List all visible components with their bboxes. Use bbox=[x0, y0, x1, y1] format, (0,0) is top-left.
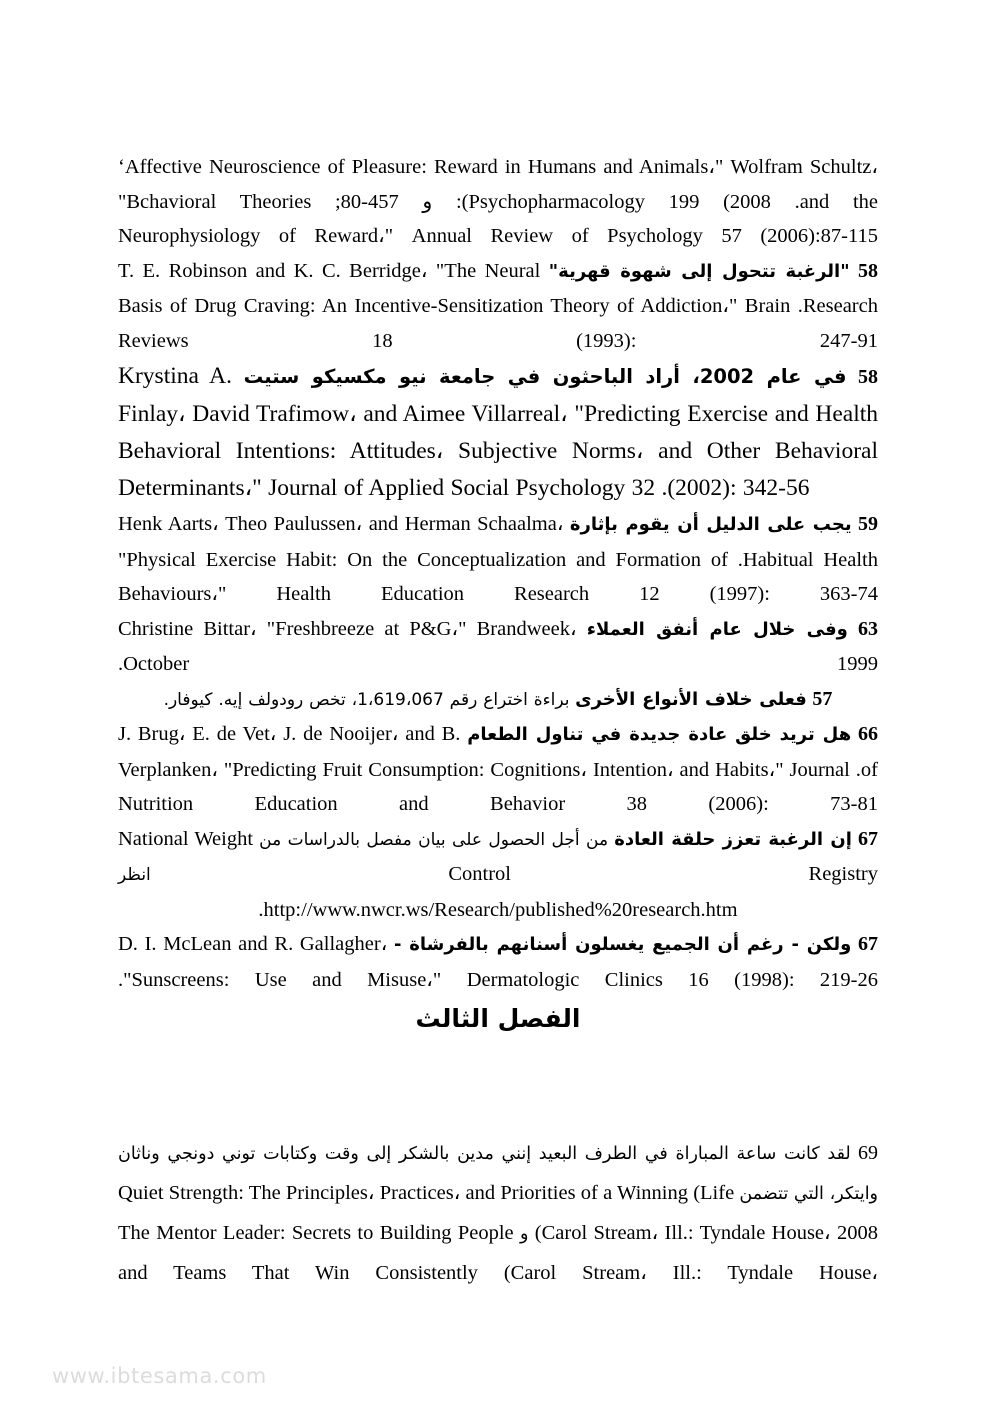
endnote-nwcr-url-line bbox=[118, 893, 878, 928]
endnote-robinson bbox=[118, 254, 878, 359]
endnote-dungy-title1-imprint: (Life (Carol Stream، Ill.: Tyndale House، 2008 bbox=[534, 1181, 878, 1244]
endnote-finlay-arabic-lead: في عام 2002، أراد الباحثون في جامعة نيو مكسيكو ستيت bbox=[243, 365, 847, 388]
endnote-bittar-text: Christine Bittar، "Freshbreeze at P&G،" Brandweek، .October 1999 bbox=[118, 617, 878, 675]
endnote-aarts-text: Henk Aarts، Theo Paulussen، and Herman Schaalma، "Physical Exercise Habit: On the Conceptualization and Formation of .Habitual Health Behaviours،" Health Education Research 12 (1997): 363-74 bbox=[118, 513, 878, 605]
endnote-bittar bbox=[118, 612, 878, 682]
endnote-finlay-number: 58 bbox=[858, 366, 879, 388]
endnote-aarts-arabic-lead: يجب على الدليل أن يقوم بإثارة bbox=[569, 514, 852, 535]
endnote-dungy bbox=[118, 1134, 878, 1293]
endnote-mclean-number: 67 bbox=[858, 933, 879, 955]
endnote-patent bbox=[118, 682, 878, 718]
endnote-mclean-text: D. I. McLean and R. Gallagher، ."Sunscreens: Use and Misuse،" Dermatologic Clinics 16 (1998): 219-26 bbox=[118, 933, 878, 991]
endnote-finlay-text: Krystina A. Finlay، David Trafimow، and Aimee Villarreal، "Predicting Exercise and Health Behavioral Intentions: Attitudes، Subjective Norms، and Other Behavioral Determinants،" Journal of Applied Social Psychology 32 .(2002): 342-56 bbox=[118, 363, 878, 501]
endnote-dungy-title-mentor-leader: The Mentor Leader: Secrets to bbox=[118, 1221, 374, 1244]
endnote-robinson-number: 58 bbox=[858, 259, 879, 282]
section-gap bbox=[118, 1039, 878, 1113]
endnote-nwcr-url[interactable]: .http://www.nwcr.ws/Research/published%20research.htm bbox=[258, 898, 738, 921]
endnote-brug-arabic-lead: هل تريد خلق عادة جديدة في تناول الطعام bbox=[467, 724, 852, 745]
endnote-nwcr-arabic-lead: إن الرغبة تعزز حلقة العادة bbox=[614, 828, 852, 850]
endnote-dungy-title2-imprint: Building People and Teams That Win Consistently (Carol Stream، Ill.: Tyndale House، bbox=[118, 1221, 878, 1284]
endnote-dungy-title-quiet-strength: Quiet Strength: The Principles، Practices، and Priorities of a Winning bbox=[118, 1181, 688, 1204]
endnote-nwcr-see-label: انظر bbox=[118, 865, 151, 885]
endnote-aarts-number: 59 bbox=[858, 513, 878, 535]
endnotes-content bbox=[118, 150, 878, 1313]
endnote-robinson-text: T. E. Robinson and K. C. Berridge، "The Neural Basis of Drug Craving: An Incentive-Sensitization Theory of Addiction،" Brain .Research Reviews 18 (1993): 247-91 bbox=[118, 259, 878, 352]
endnote-bittar-number: 63 bbox=[858, 617, 879, 640]
endnote-schultz bbox=[118, 150, 878, 254]
endnote-dungy-number: 69 bbox=[858, 1141, 878, 1164]
endnote-dungy-arabic-line1: لقد كانت ساعة المباراة في الطرف البعيد إنني مدين بالشكر إلى وقت وكتابات توني دونجي وناثان bbox=[118, 1143, 851, 1164]
endnote-mclean-arabic-lead: ولكن - رغم أن الجميع يغسلون أسنانهم بالفرشاة - bbox=[393, 934, 852, 955]
endnote-brug bbox=[118, 717, 878, 822]
endnote-brug-number: 66 bbox=[858, 723, 879, 745]
site-watermark: www.ibtesama.com bbox=[52, 1364, 267, 1388]
endnote-nwcr-arabic-rest: من أجل الحصول على بيان مفصل بالدراسات من bbox=[259, 829, 609, 850]
endnote-dungy-arabic-line2: وايتكر، التي تتضمن bbox=[739, 1183, 879, 1204]
endnote-patent-arabic-rest: براءة اختراع رقم 1،619،067، تخص رودولف إيه. كيوفار. bbox=[163, 689, 570, 710]
endnote-patent-number: 57 bbox=[812, 687, 833, 710]
endnote-schultz-text: ‘Affective Neuroscience of Pleasure: Reward in Humans and Animals،" Wolfram Schultz، "Bchavioral Theories ;80-457 و :(Psychopharmacology 199 (2008 .and the Neurophysiology of Reward،" Annual Review of Psychology 57 (2006):87-115 bbox=[118, 156, 878, 247]
endnote-bittar-arabic-lead: وفى خلال عام أنفق العملاء bbox=[586, 618, 848, 640]
endnote-nwcr bbox=[118, 822, 878, 893]
endnote-brug-text: J. Brug، E. de Vet، J. de Nooijer، and B. Verplanken، "Predicting Fruit Consumption: Cognitions، Intention، and Habits،" Journal .of Nutrition Education and Behavior 38 (2006): 73-81 bbox=[118, 723, 878, 815]
chapter-heading: الفصل الثالث bbox=[415, 1004, 581, 1033]
endnote-dungy-conjunction: و bbox=[519, 1223, 529, 1244]
endnote-nwcr-registry-name: National Weight Control Registry bbox=[118, 827, 879, 885]
endnote-finlay bbox=[118, 358, 878, 507]
endnote-patent-arabic-lead: فعلى خلاف الأنواع الأخرى bbox=[575, 688, 807, 710]
endnote-nwcr-number: 67 bbox=[858, 827, 878, 850]
endnote-robinson-arabic-lead: "الرغبة تتحول إلى شهوة قهرية" bbox=[548, 260, 850, 282]
endnote-mclean bbox=[118, 927, 878, 997]
endnote-aarts bbox=[118, 507, 878, 612]
